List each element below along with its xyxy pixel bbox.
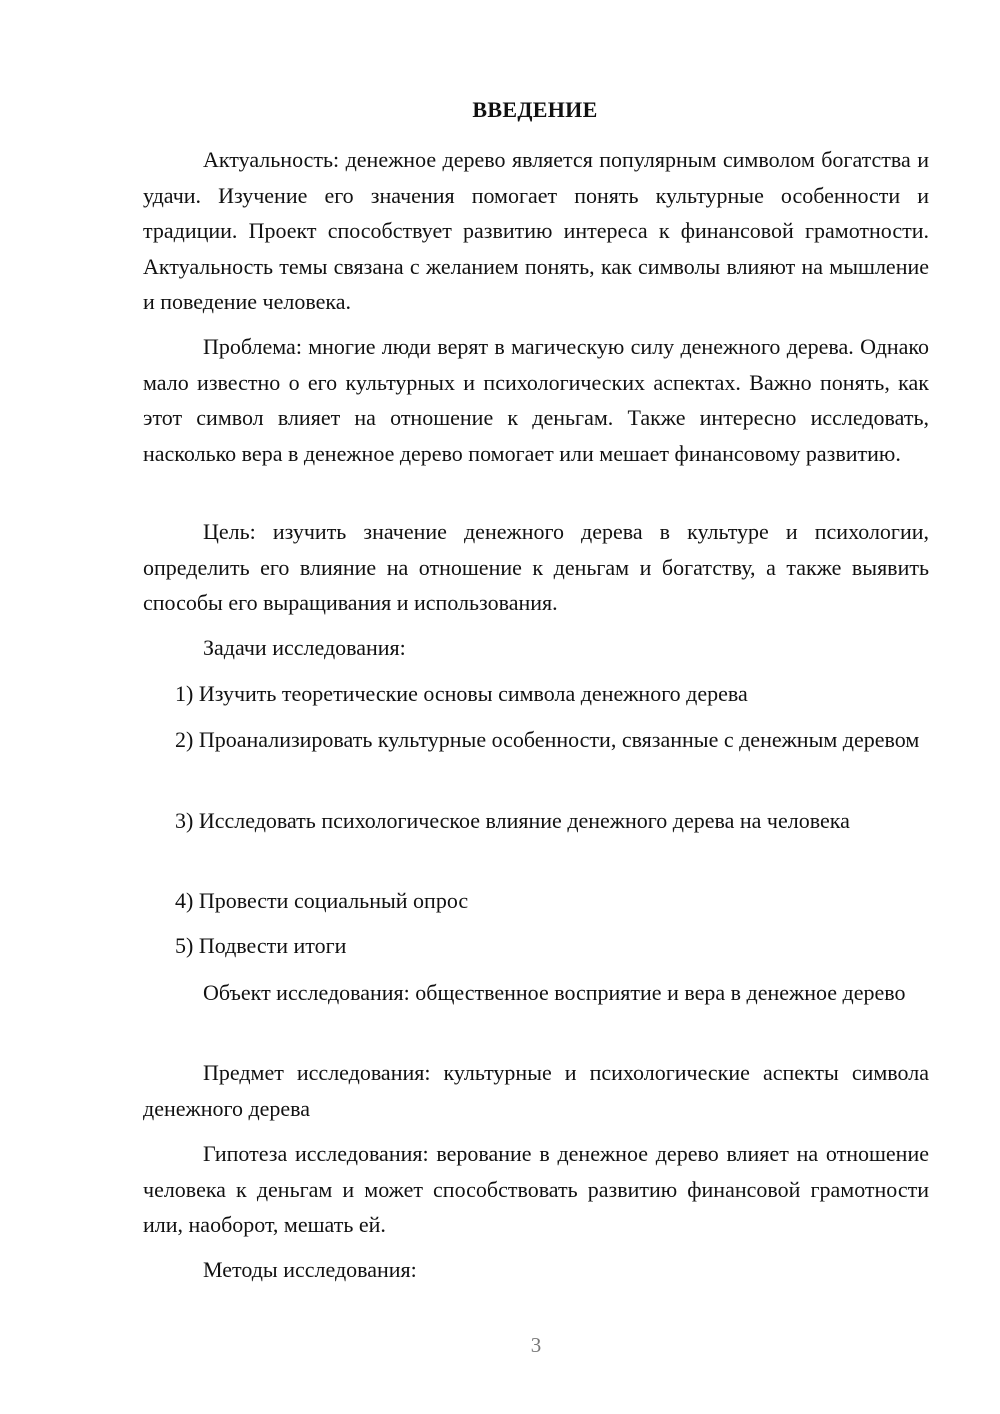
paragraph-methods: Методы исследования:	[203, 1257, 417, 1282]
paragraph-subject: Предмет исследования: культурные и психологические аспекты символа денежного дерева	[143, 1060, 929, 1121]
paragraph-problem: Проблема: многие люди верят в магическую силу денежного дерева. Однако мало известно о его культурных и психологических аспектах. Важно понять, как этот символ влияет на отношение к деньгам. Также интересно исследовать, насколько вера в денежное дерево помогает или мешает финансовому развитию.	[143, 334, 929, 466]
paragraph-object: Объект исследования: общественное восприятие и вера в денежное дерево	[203, 980, 906, 1005]
paragraph-relevance: Актуальность: денежное дерево является популярным символом богатства и удачи. Изучение его значения помогает понять культурные особенности и традиции. Проект способствует развитию интереса к финансовой грамотности. Актуальность темы связана с желанием понять, как символы влияют на мышление и поведение человека.	[143, 147, 929, 314]
paragraph-hypothesis: Гипотеза исследования: верование в денежное дерево влияет на отношение человека к деньгам и может способствовать развитию финансовой грамотности или, наоборот, мешать ей.	[143, 1141, 929, 1237]
list-item: 4) Провести социальный опрос	[175, 888, 469, 913]
list-item: 1) Изучить теоретические основы символа денежного дерева	[175, 681, 748, 706]
paragraph-tasks-heading: Задачи исследования:	[203, 635, 406, 660]
page-number: 3	[530, 1333, 542, 1357]
list-item: 2) Проанализировать культурные особенности, связанные с денежным деревом	[175, 727, 920, 752]
paragraph-goal: Цель: изучить значение денежного дерева в культуре и психологии, определить его влияние на отношение к деньгам и богатству, а также выявить способы его выращивания и использования.	[143, 519, 929, 615]
list-item: 5) Подвести итоги	[175, 933, 347, 958]
section-title: ВВЕДЕНИЕ	[472, 97, 598, 122]
list-item: 3) Исследовать психологическое влияние денежного дерева на человека	[175, 808, 850, 833]
